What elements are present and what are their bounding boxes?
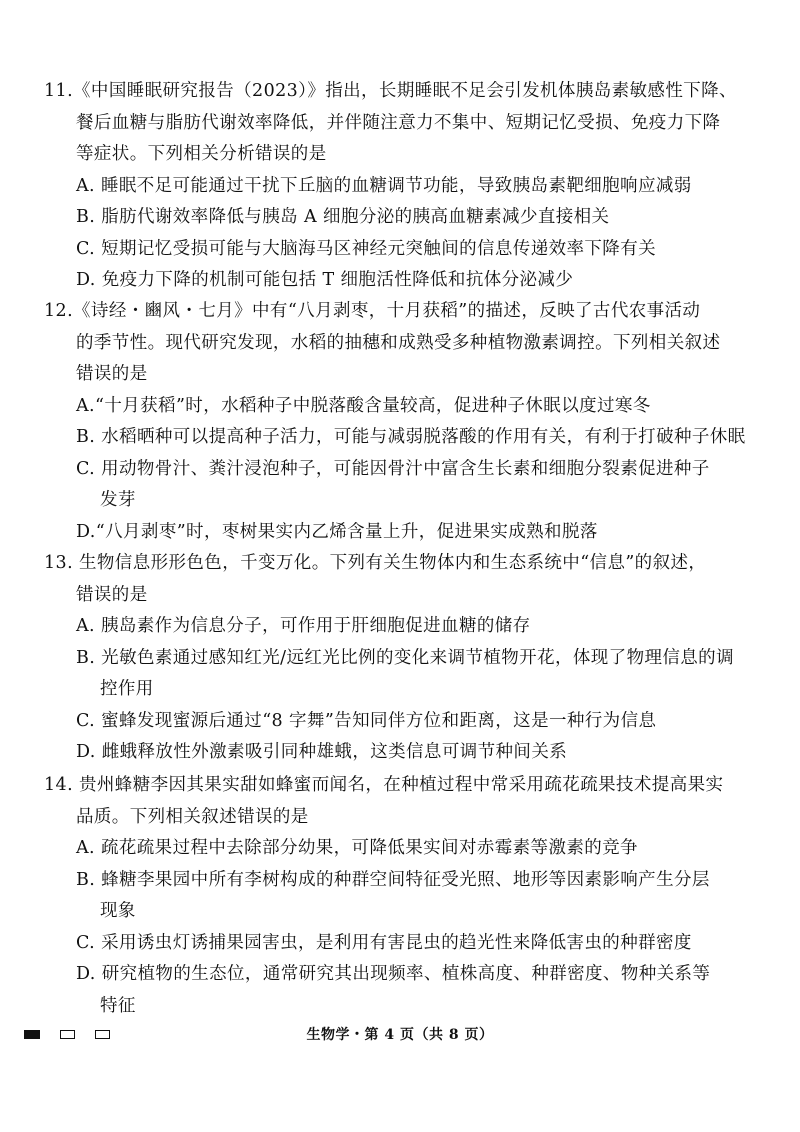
option-a: A.“十月获稻”时，水稻种子中脱落酸含量较高，促进种子休眠以度过寒冬 <box>76 395 651 416</box>
question-stem-line: 错误的是 <box>76 364 148 384</box>
page-footer <box>0 1022 800 1048</box>
question-stem-line: 11.《中国睡眠研究报告（2023）》指出，长期睡眠不足会引发机体胰岛素敏感性下降、 <box>44 81 737 101</box>
option-c: C. 采用诱虫灯诱捕果园害虫，是利用有害昆虫的趋光性来降低害虫的种群密度 <box>76 932 692 953</box>
question-stem-line: 的季节性。现代研究发现，水稻的抽穗和成熟受多种植物激素调控。下列相关叙述 <box>76 332 721 353</box>
option-b: B. 脂肪代谢效率降低与胰岛 A 细胞分泌的胰高血糖素减少直接相关 <box>76 207 610 227</box>
question-stem-line: 错误的是 <box>76 584 148 605</box>
option-b: B. 蜂糖李果园中所有李树构成的种群空间特征受光照、地形等因素影响产生分层 <box>76 869 710 890</box>
option-d: D. 免疫力下降的机制可能包括 T 细胞活性降低和抗体分泌减少 <box>76 270 574 290</box>
question-13 <box>44 548 764 769</box>
option-b-continued: 控作用 <box>100 679 154 699</box>
option-a: A. 睡眠不足可能通过干扰下丘脑的血糖调节功能，导致胰岛素靶细胞响应减弱 <box>76 175 692 196</box>
page-number-label: 生物学・第 4 页（共 8 页） <box>306 1027 494 1043</box>
question-stem-line: 等症状。下列相关分析错误的是 <box>76 144 327 164</box>
question-stem-line: 餐后血糖与脂肪代谢效率降低，并伴随注意力不集中、短期记忆受损、免疫力下降 <box>76 112 721 133</box>
question-14 <box>44 770 764 1022</box>
option-a: A. 胰岛素作为信息分子，可作用于肝细胞促进血糖的储存 <box>76 616 531 636</box>
question-stem-line: 14. 贵州蜂糖李因其果实甜如蜂蜜而闻名，在种植过程中常采用疏花疏果技术提高果实 <box>44 775 724 795</box>
question-stem-line: 品质。下列相关叙述错误的是 <box>76 806 309 827</box>
option-c-continued: 发芽 <box>100 490 136 510</box>
option-c: C. 用动物骨汁、粪汁浸泡种子，可能因骨汁中富含生长素和细胞分裂素促进种子 <box>76 458 710 479</box>
question-11 <box>44 76 764 297</box>
option-b-continued: 现象 <box>100 901 136 921</box>
question-stem-line: 12.《诗经・豳风・七月》中有“八月剥枣，十月获稻”的描述，反映了古代农事活动 <box>44 301 701 321</box>
option-d: D. 雌蛾释放性外激素吸引同种雄蛾，这类信息可调节种间关系 <box>76 742 568 762</box>
option-b: B. 光敏色素通过感知红光/远红光比例的变化来调节植物开花，体现了物理信息的调 <box>76 647 734 668</box>
option-d-continued: 特征 <box>100 995 136 1016</box>
question-12 <box>44 296 764 548</box>
option-d: D. 研究植物的生态位，通常研究其出现频率、植株高度、种群密度、物种关系等 <box>76 964 711 984</box>
option-a: A. 疏花疏果过程中去除部分幼果，可降低果实间对赤霉素等激素的竞争 <box>76 838 638 858</box>
option-b: B. 水稻晒种可以提高种子活力，可能与减弱脱落酸的作用有关，有利于打破种子休眠 <box>76 427 746 447</box>
option-c: C. 蜜蜂发现蜜源后通过“8 字舞”告知同伴方位和距离，这是一种行为信息 <box>76 710 657 731</box>
option-d: D.“八月剥枣”时，枣树果实内乙烯含量上升，促进果实成熟和脱落 <box>76 521 598 542</box>
option-c: C. 短期记忆受损可能与大脑海马区神经元突触间的信息传递效率下降有关 <box>76 238 656 259</box>
question-stem-line: 13. 生物信息形形色色，千变万化。下列有关生物体内和生态系统中“信息”的叙述， <box>44 553 707 573</box>
